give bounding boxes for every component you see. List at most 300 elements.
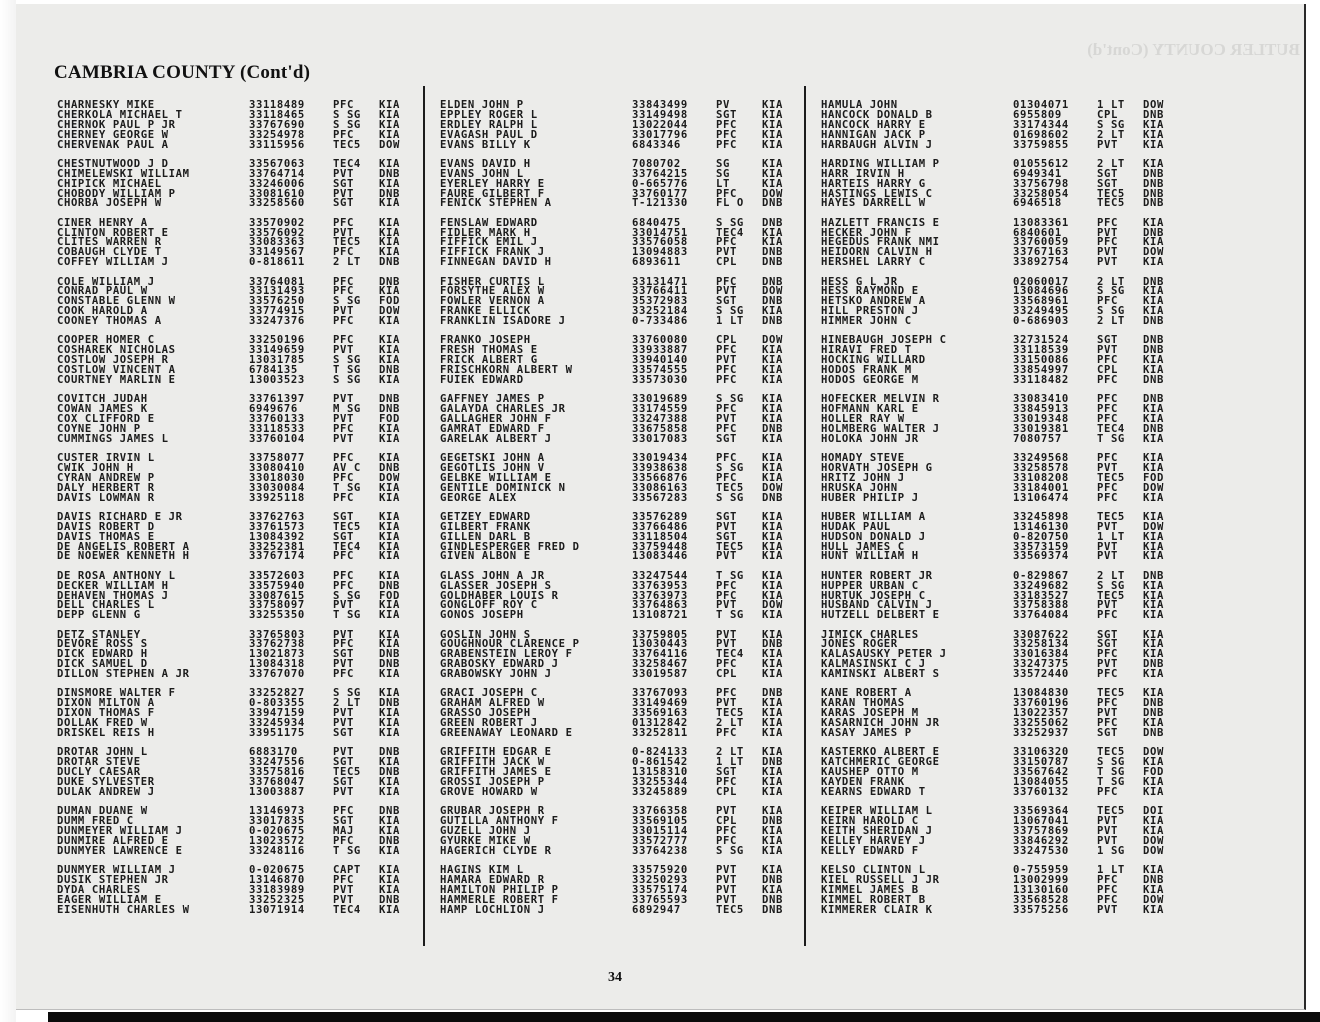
status: KIA: [1143, 413, 1164, 425]
rank: SGT: [333, 775, 354, 788]
roster-group: [440, 628, 805, 681]
service-number: 0-820750: [1013, 530, 1069, 543]
rank: PFC: [716, 275, 737, 288]
rank: 2 LT: [716, 746, 744, 759]
status: DNB: [379, 167, 400, 180]
status: KIA: [1143, 687, 1164, 700]
service-number: 13031785: [249, 354, 305, 367]
service-number: 33760104: [249, 432, 305, 445]
roster-group: [440, 454, 805, 503]
status: KIA: [762, 452, 783, 465]
service-number: 13067041: [1013, 815, 1069, 828]
name: FAURE GILBERT F: [440, 187, 545, 200]
status: KIA: [762, 305, 783, 318]
service-number: 33576092: [249, 226, 305, 239]
name: KIMMEL JAMES B: [821, 883, 919, 896]
service-number: 33764116: [632, 648, 688, 661]
roster-row: [440, 670, 805, 680]
status: DNB: [762, 756, 783, 769]
name: COYNE JOHN P: [57, 422, 141, 435]
name: GUZELL JOHN J: [440, 824, 531, 837]
rank: S SG: [716, 216, 744, 229]
name: DEHAVEN THOMAS J: [57, 589, 169, 602]
name: EPPLEY ROGER L: [440, 108, 538, 121]
status: KIA: [379, 756, 400, 769]
status: DNB: [1143, 226, 1164, 239]
roster-row: [57, 844, 422, 857]
name: KEITH SHERIDAN J: [821, 824, 933, 837]
rank: SGT: [1097, 177, 1118, 190]
roster-group: [57, 569, 422, 622]
service-number: 0-861542: [632, 756, 688, 769]
service-number: 33843499: [632, 99, 688, 111]
rank: PFC: [333, 285, 354, 298]
rank: PFC: [333, 422, 354, 435]
status: KIA: [379, 422, 400, 435]
service-number: 33014751: [632, 226, 688, 239]
service-number: 33767070: [249, 668, 305, 681]
rank: PFC: [716, 471, 737, 484]
rank: PV: [716, 99, 730, 111]
service-number: 33083410: [1013, 393, 1069, 406]
rank: PVT: [716, 893, 737, 906]
service-number: 33767174: [249, 550, 305, 563]
status: KIA: [379, 315, 400, 328]
name: HARBAUGH ALVIN J: [821, 138, 933, 151]
name: GLASSER JOSEPH S: [440, 579, 552, 592]
rank: PFC: [1097, 452, 1118, 465]
service-number: 33572603: [249, 569, 305, 582]
rank: PVT: [716, 413, 737, 425]
service-number: 0-686903: [1013, 315, 1069, 328]
name: HASTINGS LEWIS C: [821, 187, 933, 200]
roster-group: [821, 216, 1186, 269]
roster-row: [57, 785, 422, 798]
service-number: 01312842: [632, 717, 688, 730]
roster-row: [821, 258, 1186, 268]
roster-group: [821, 101, 1186, 150]
roster-row: [821, 670, 1186, 680]
name: HUBER WILLIAM A: [821, 510, 926, 523]
rank: PVT: [1097, 226, 1118, 239]
name: CHERKOLA MICHAEL T: [57, 108, 183, 121]
rank: CAPT: [333, 863, 361, 876]
service-number: 6949341: [1013, 167, 1062, 180]
service-number: 13084696: [1013, 285, 1069, 298]
rank: PVT: [1097, 815, 1118, 828]
service-number: 33763953: [632, 579, 688, 592]
status: DNB: [1143, 658, 1164, 671]
name: GEORGE ALEX: [440, 491, 517, 504]
status: KIA: [379, 432, 400, 445]
service-number: 13146870: [249, 873, 305, 886]
status: KIA: [762, 530, 783, 543]
service-number: 13084055: [1013, 775, 1069, 788]
roster-group: [821, 569, 1186, 622]
rank: PVT: [1097, 824, 1118, 837]
status: DNB: [1143, 344, 1164, 357]
service-number: 6840475: [632, 216, 681, 229]
rank: TEC5: [716, 540, 744, 553]
rank: SGT: [333, 815, 354, 828]
name: KELLY EDWARD F: [821, 844, 919, 857]
name: DAVIS THOMAS E: [57, 530, 155, 543]
service-number: 6946518: [1013, 197, 1062, 210]
name: DUNMYER WILLIAM J: [57, 863, 176, 876]
rank: T SG: [333, 364, 361, 377]
rank: PFC: [333, 471, 354, 484]
roster-row: [440, 317, 805, 327]
service-number: 33763973: [632, 589, 688, 602]
service-number: 33131493: [249, 285, 305, 298]
status: KIA: [762, 403, 783, 416]
name: HANCOCK DONALD B: [821, 108, 933, 121]
service-number: 33118465: [249, 108, 305, 121]
name: FIFFICK FRANK J: [440, 246, 545, 259]
status: DNB: [762, 687, 783, 700]
rank: CPL: [1097, 364, 1118, 377]
status: KIA: [379, 510, 400, 523]
roster-row: [821, 611, 1186, 621]
rank: PFC: [333, 638, 354, 651]
rank: TEC5: [1097, 510, 1125, 523]
service-number: 33572777: [632, 834, 688, 847]
status: DNB: [1143, 569, 1164, 582]
rank: PVT: [1097, 138, 1118, 151]
name: FRESH THOMAS E: [440, 344, 538, 357]
status: KIA: [762, 461, 783, 474]
name: HINEBAUGH JOSEPH C: [821, 334, 947, 347]
service-number: 13003523: [249, 373, 305, 386]
page-title: CAMBRIA COUNTY (Cont'd): [54, 62, 311, 83]
service-number: 13158310: [632, 766, 688, 779]
status: KIA: [1143, 295, 1164, 308]
rank: PVT: [1097, 599, 1118, 612]
service-number: 7080757: [1013, 432, 1062, 445]
status: DNB: [1143, 108, 1164, 121]
rank: TEC5: [716, 481, 744, 494]
rank: PVT: [1097, 246, 1118, 259]
name: FUIEK EDWARD: [440, 373, 524, 386]
status: DNB: [379, 658, 400, 671]
rank: PFC: [716, 373, 737, 386]
service-number: 33568961: [1013, 295, 1069, 308]
service-number: 7080702: [632, 157, 681, 170]
status: KIA: [379, 246, 400, 259]
status: KIA: [762, 236, 783, 249]
rank: SGT: [333, 177, 354, 190]
status: KIA: [379, 373, 400, 386]
status: KIA: [762, 727, 783, 739]
rank: SGT: [333, 756, 354, 769]
service-number: 33760080: [632, 334, 688, 347]
status: KIA: [762, 883, 783, 896]
rank: S SG: [1097, 305, 1125, 318]
service-number: 33149659: [249, 344, 305, 357]
name: GONOS JOSEPH: [440, 609, 524, 622]
roster-group: [57, 395, 422, 444]
service-number: 33149567: [249, 246, 305, 259]
rank: CPL: [716, 815, 737, 828]
rank: PVT: [1097, 834, 1118, 847]
service-number: 33247530: [1013, 844, 1069, 857]
service-number: 33575256: [1013, 903, 1069, 916]
name: HRUSKA JOHN: [821, 481, 898, 494]
name: GOUGHNOUR CLARENCE P: [440, 638, 580, 651]
name: KIMMERER CLAIR K: [821, 903, 933, 916]
rank: 1 LT: [716, 756, 744, 769]
status: DNB: [1143, 315, 1164, 328]
roster-column-2: [440, 101, 805, 925]
service-number: 33247556: [249, 756, 305, 769]
name: HAZLETT FRANCIS E: [821, 216, 940, 229]
name: DALY HERBERT R: [57, 481, 155, 494]
service-number: 33249495: [1013, 305, 1069, 318]
status: KIA: [379, 520, 400, 533]
status: KIA: [1143, 157, 1164, 170]
name: DYDA CHARLES: [57, 883, 141, 896]
rank: CPL: [716, 334, 737, 347]
rank: S SG: [716, 393, 744, 406]
status: KIA: [762, 834, 783, 847]
rank: T SG: [716, 609, 744, 622]
roster-group: [57, 863, 422, 916]
name: COWAN JAMES K: [57, 403, 148, 416]
status: KIA: [762, 824, 783, 837]
rank: S SG: [716, 491, 744, 504]
name: FENSLAW EDWARD: [440, 216, 538, 229]
status: KIA: [379, 815, 400, 828]
status: DNB: [379, 893, 400, 906]
service-number: 13003887: [249, 785, 305, 798]
rank: 1 LT: [1097, 530, 1125, 543]
service-number: 33118489: [249, 99, 305, 111]
status: KIA: [762, 138, 783, 151]
rank: S SG: [1097, 118, 1125, 131]
service-number: 33569163: [632, 707, 688, 720]
status: DOW: [379, 138, 400, 151]
name: DUSIK STEPHEN JR: [57, 873, 169, 886]
status: DOW: [762, 285, 783, 298]
name: COFFEY WILLIAM J: [57, 256, 169, 269]
service-number: 33080410: [249, 461, 305, 474]
service-number: 13083361: [1013, 216, 1069, 229]
service-number: 13030443: [632, 638, 688, 651]
service-number: 33017083: [632, 432, 688, 445]
rank: S SG: [333, 687, 361, 700]
status: KIA: [379, 197, 400, 210]
rank: PVT: [333, 746, 354, 759]
status: KIA: [1143, 461, 1164, 474]
rank: TEC4: [333, 540, 361, 553]
status: DNB: [1143, 707, 1164, 720]
rank: PVT: [716, 354, 737, 367]
name: GRABOWSKY JOHN J: [440, 668, 552, 681]
name: KANE ROBERT A: [821, 687, 912, 700]
service-number: 33083363: [249, 236, 305, 249]
rank: 2 LT: [716, 717, 744, 730]
name: HAGINS KIM L: [440, 863, 524, 876]
status: KIA: [762, 550, 783, 563]
status: DOI: [1143, 805, 1164, 818]
name: COONEY THOMAS A: [57, 315, 162, 328]
status: KIA: [1143, 824, 1164, 837]
name: DROTAR STEVE: [57, 756, 141, 769]
rank: SGT: [333, 197, 354, 210]
service-number: 33247544: [632, 569, 688, 582]
service-number: 0-755959: [1013, 863, 1069, 876]
rank: PVT: [333, 187, 354, 200]
name: FINNEGAN DAVID H: [440, 256, 552, 269]
name: DE ANGELIS ROBERT A: [57, 540, 190, 553]
status: DOW: [762, 187, 783, 200]
roster-row: [440, 432, 805, 445]
rank: SG: [716, 157, 730, 170]
roster-row: [57, 317, 422, 327]
name: EAGER WILLIAM E: [57, 893, 162, 906]
rank: PVT: [1097, 658, 1118, 671]
name: CHORBA JOSEPH W: [57, 197, 162, 210]
service-number: 6955809: [1013, 108, 1062, 121]
name: KASARNICH JOHN JR: [821, 717, 940, 730]
rank: PVT: [716, 873, 737, 886]
service-number: 6893611: [632, 256, 681, 269]
rank: TEC5: [1097, 746, 1125, 759]
rank: TEC5: [1097, 187, 1125, 200]
service-number: 13084318: [249, 658, 305, 671]
status: KIA: [1143, 138, 1164, 151]
service-number: 33760132: [1013, 785, 1069, 798]
roster-group: [57, 336, 422, 385]
service-number: 0-020675: [249, 863, 305, 876]
rank: PFC: [716, 687, 737, 700]
name: EVANS BILLY K: [440, 138, 531, 151]
status: KIA: [379, 216, 400, 229]
roster-row: [57, 611, 422, 621]
rank: PFC: [716, 187, 737, 200]
name: CINER HENRY A: [57, 216, 148, 229]
name: KEIPER WILLIAM L: [821, 805, 933, 818]
status: KIA: [379, 344, 400, 357]
rank: PFC: [716, 403, 737, 416]
name: CHERVENAK PAUL A: [57, 138, 169, 151]
name: HAMMERLE ROBERT F: [440, 893, 559, 906]
rank: PFC: [1097, 373, 1118, 386]
service-number: 0-733486: [632, 315, 688, 328]
rank: M SG: [333, 403, 361, 416]
bleed-through-title: BUTLER COUNTY (Cont'd): [1087, 40, 1300, 59]
service-number: 6784135: [249, 364, 298, 377]
service-number: 6883170: [249, 746, 298, 759]
roster-row: [57, 138, 422, 151]
name: CUMMINGS JAMES L: [57, 432, 169, 445]
service-number: 33019381: [1013, 422, 1069, 435]
rank: PFC: [333, 569, 354, 582]
rank: CPL: [1097, 108, 1118, 121]
status: KIA: [1143, 599, 1164, 612]
status: KIA: [1143, 756, 1164, 769]
name: HODOS FRANK M: [821, 364, 912, 377]
service-number: 0-803355: [249, 697, 305, 710]
name: COVITCH JUDAH: [57, 393, 148, 406]
rank: T SG: [1097, 432, 1125, 445]
service-number: 33762763: [249, 510, 305, 523]
service-number: 33087615: [249, 589, 305, 602]
name: FRISCHKORN ALBERT W: [440, 364, 573, 377]
service-number: 33087622: [1013, 628, 1069, 641]
rank: S SG: [716, 461, 744, 474]
rank: SG: [716, 167, 730, 180]
service-number: 33764714: [249, 167, 305, 180]
roster-group: [57, 689, 422, 738]
name: GALAYDA CHARLES JR: [440, 403, 566, 416]
name: HILL PRESTON J: [821, 305, 919, 318]
rank: S SG: [333, 295, 361, 308]
name: HECKER JOHN F: [821, 226, 912, 239]
roster-row: [821, 903, 1186, 916]
service-number: 33573030: [632, 373, 688, 386]
status: KIA: [1143, 256, 1164, 269]
roster-row: [440, 199, 805, 209]
status: DNB: [762, 197, 783, 210]
name: HEGEDUS FRANK NMI: [821, 236, 940, 249]
name: DUMM FRED C: [57, 815, 134, 828]
service-number: 33761397: [249, 393, 305, 406]
status: DNB: [1143, 334, 1164, 347]
status: KIA: [762, 844, 783, 857]
service-number: 33150086: [1013, 354, 1069, 367]
status: KIA: [379, 727, 400, 739]
service-number: 33247376: [249, 315, 305, 328]
service-number: 13146973: [249, 805, 305, 818]
service-number: 33252381: [249, 540, 305, 553]
rank: 1 SG: [1097, 844, 1125, 857]
roster-row: [440, 903, 805, 916]
rank: PFC: [333, 668, 354, 681]
rank: TEC5: [1097, 589, 1125, 602]
rank: 2 LT: [333, 256, 361, 269]
rank: TEC4: [333, 157, 361, 170]
rank: T SG: [333, 481, 361, 494]
roster-column-3: [821, 101, 1186, 925]
service-number: 33258134: [1013, 638, 1069, 651]
name: EVAGASH PAUL D: [440, 128, 538, 141]
service-number: 33183989: [249, 883, 305, 896]
roster-row: [821, 199, 1186, 209]
rank: TEC4: [716, 648, 744, 661]
name: FENICK STEPHEN A: [440, 197, 552, 210]
status: KIA: [762, 717, 783, 730]
name: HAMULA JOHN: [821, 99, 898, 111]
name: GARELAK ALBERT J: [440, 432, 552, 445]
name: GILLEN DARL B: [440, 530, 531, 543]
name: KEIRN HAROLD C: [821, 815, 919, 828]
status: DNB: [762, 256, 783, 269]
rank: 2 LT: [1097, 275, 1125, 288]
name: HOCKING WILLARD: [821, 354, 926, 367]
rank: SGT: [1097, 638, 1118, 651]
status: DNB: [379, 697, 400, 710]
service-number: 33174344: [1013, 118, 1069, 131]
name: DUNMEYER WILLIAM J: [57, 824, 183, 837]
name: CHARNESKY MIKE: [57, 99, 155, 111]
status: KIA: [1143, 118, 1164, 131]
service-number: 33764081: [249, 275, 305, 288]
name: COX CLIFFORD E: [57, 413, 155, 425]
name: FRANKO JOSEPH: [440, 334, 531, 347]
name: FOWLER VERNON A: [440, 295, 545, 308]
service-number: 33764863: [632, 599, 688, 612]
